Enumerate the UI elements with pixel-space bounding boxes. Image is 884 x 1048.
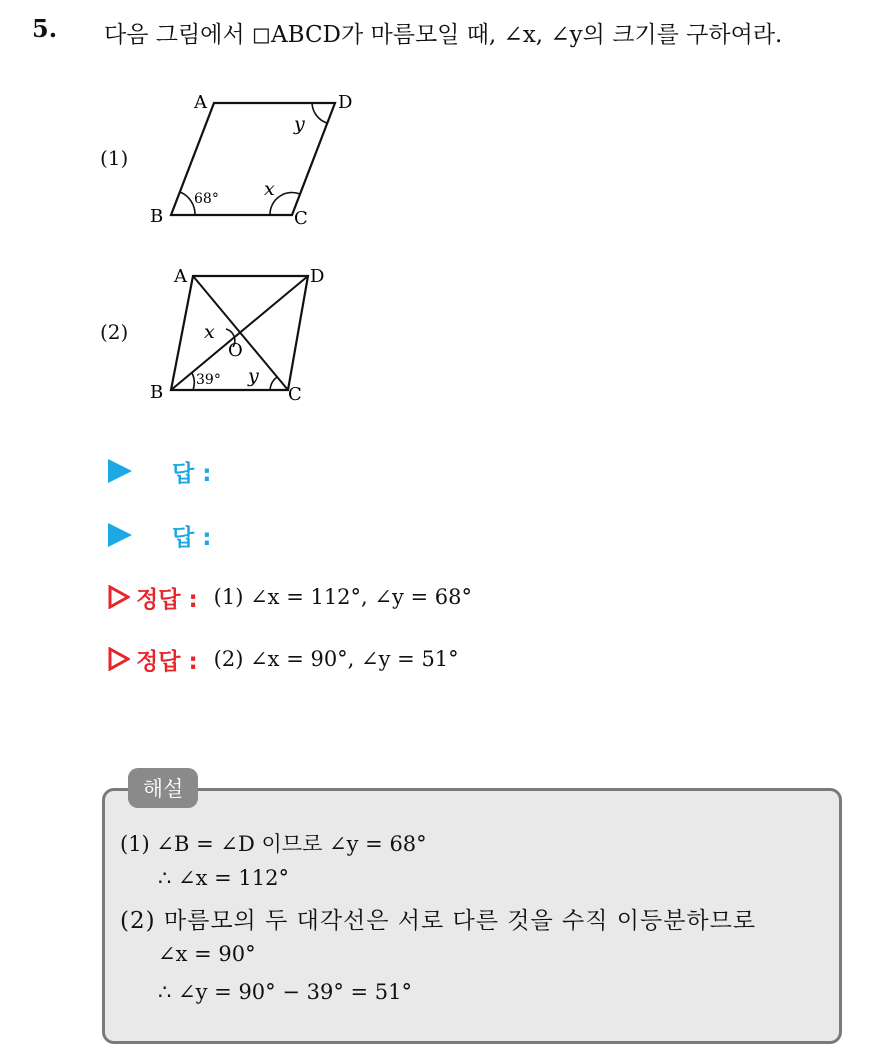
correct-row-2 [108, 642, 459, 676]
figure2-var-y: y [248, 365, 259, 387]
figure2-diagonal-bd [171, 276, 308, 390]
solution-line-4: ∠x = 90° [158, 942, 256, 966]
figure1-vertex-d: D [338, 92, 353, 113]
solution-line-3: (2) 마름모의 두 대각선은 서로 다른 것을 수직 이등분하므로 [120, 908, 757, 934]
figure1-vertex-a: A [194, 92, 207, 113]
figure2-vertex-a: A [174, 266, 187, 287]
solution-line-1: (1) ∠B = ∠D 이므로 ∠y = 68° [120, 832, 427, 856]
question-number: 5. [32, 14, 58, 43]
correct-text: (2) ∠x = 90°, ∠y = 51° [213, 647, 459, 671]
figure1-vertex-c: C [294, 208, 308, 229]
solution-badge: 해설 [128, 768, 198, 808]
figure2-vertex-b: B [150, 382, 164, 403]
solution-line-2: ∴ ∠x = 112° [158, 866, 290, 890]
figure1-angle-b: 68° [194, 191, 219, 207]
figure2-vertex-d: D [310, 266, 325, 287]
figure2-var-x: x [204, 321, 215, 343]
figure1-label: (1) [100, 146, 129, 170]
figure2-center-o: O [228, 340, 243, 361]
correct-label: 정답 : [136, 648, 198, 675]
figure2-vertex-c: C [288, 384, 302, 405]
answer-label: 답 : [172, 460, 212, 487]
solution-line-5: ∴ ∠y = 90° − 39° = 51° [158, 980, 412, 1004]
correct-text: (1) ∠x = 112°, ∠y = 68° [213, 585, 473, 609]
figure1-angle-b-arc [180, 192, 195, 215]
figure1-rhombus [140, 90, 380, 240]
figure1-angle-d-arc [312, 103, 327, 123]
figure2-angle-b: 39° [196, 372, 221, 388]
correct-row-1 [108, 580, 472, 614]
question-text: 다음 그림에서 ◻ABCD가 마름모일 때, ∠x, ∠y의 크기를 구하여라. [104, 22, 783, 48]
figure2-angle-c-arc [270, 377, 277, 390]
figure2-rhombus [140, 262, 380, 412]
figure2-label: (2) [100, 320, 129, 344]
answer-row-2 [108, 518, 211, 552]
figure1-var-y: y [294, 113, 305, 135]
figure1-var-x: x [264, 178, 275, 200]
answer-label: 답 : [172, 524, 212, 551]
figure2-angle-b-arc [192, 373, 194, 390]
answer-row-1 [108, 454, 211, 488]
correct-label: 정답 : [136, 586, 198, 613]
correct-marker-icon [108, 647, 130, 671]
answer-marker-icon [108, 523, 132, 547]
correct-marker-icon [108, 585, 130, 609]
answer-marker-icon [108, 459, 132, 483]
figure1-vertex-b: B [150, 206, 164, 227]
